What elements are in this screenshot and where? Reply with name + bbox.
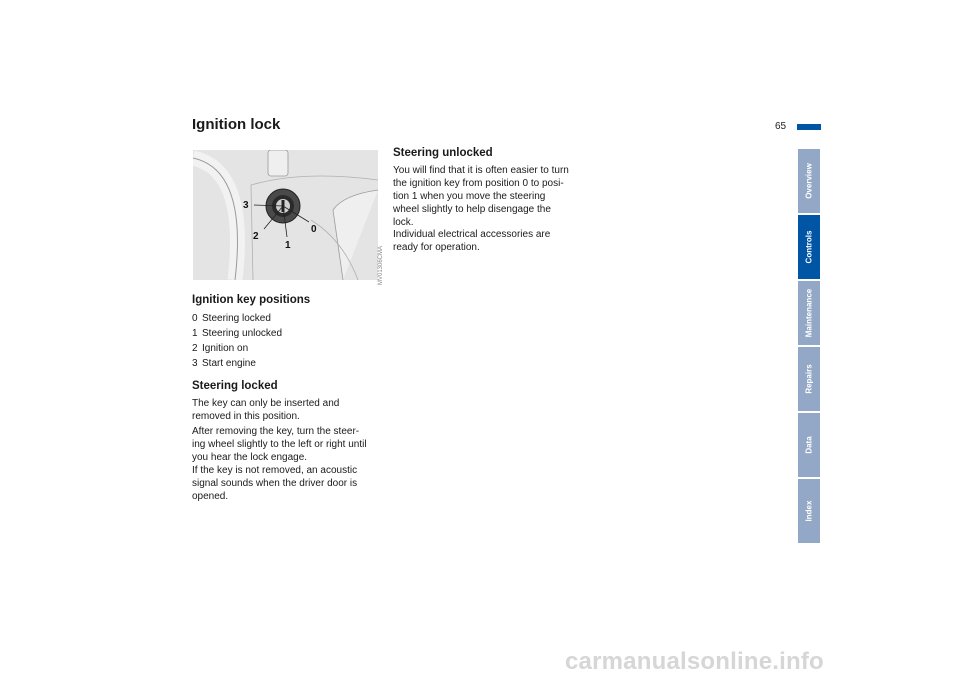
steering-locked-paragraph-3: If the key is not removed, an acoustic signal sounds when the driver door is opened. (192, 465, 358, 502)
tab-controls[interactable]: Controls (798, 215, 820, 279)
list-item: 2 Ignition on (192, 343, 249, 354)
watermark: carmanualsonline.info (565, 648, 824, 675)
steering-unlocked-paragraph-1: You will find that it is often easier to turn the ignition key from position 0 to posi- tion 1 when you move the steering wheel slightly to help disengage the lock. (393, 165, 569, 228)
list-item: 3 Start engine (192, 358, 256, 369)
steering-unlocked-paragraph-2: Individual electrical accessories are ready for operation. (393, 229, 551, 253)
steering-locked-paragraph-2: After removing the key, turn the steer- ing wheel slightly to the left or right until you hear the lock engage. (192, 426, 367, 463)
page-number-marker (797, 124, 821, 130)
ignition-lock-illustration (193, 150, 378, 280)
column-stalk (268, 150, 288, 176)
page-title: Ignition lock (192, 116, 281, 133)
steering-locked-paragraph-1: The key can only be inserted and removed in this position. (192, 398, 340, 422)
key-positions-list (192, 311, 282, 371)
figure-label-3: 3 (243, 200, 249, 211)
figure-label-2: 2 (253, 231, 259, 242)
section-tabs (798, 149, 820, 545)
figure-label-1: 1 (285, 240, 291, 251)
figure-code: MV01306CMA (378, 245, 384, 285)
figure-label-0: 0 (311, 224, 317, 235)
list-item: 0 Steering locked (192, 313, 271, 324)
key-positions-heading: Ignition key positions (192, 294, 311, 306)
tab-data[interactable]: Data (798, 413, 820, 477)
tab-repairs[interactable]: Repairs (798, 347, 820, 411)
steering-locked-heading: Steering locked (192, 380, 278, 392)
steering-unlocked-heading: Steering unlocked (393, 147, 493, 159)
tab-overview[interactable]: Overview (798, 149, 820, 213)
tab-index[interactable]: Index (798, 479, 820, 543)
page-number: 65 (775, 121, 787, 132)
list-item: 1 Steering unlocked (192, 328, 283, 339)
tab-maintenance[interactable]: Maintenance (798, 281, 820, 345)
